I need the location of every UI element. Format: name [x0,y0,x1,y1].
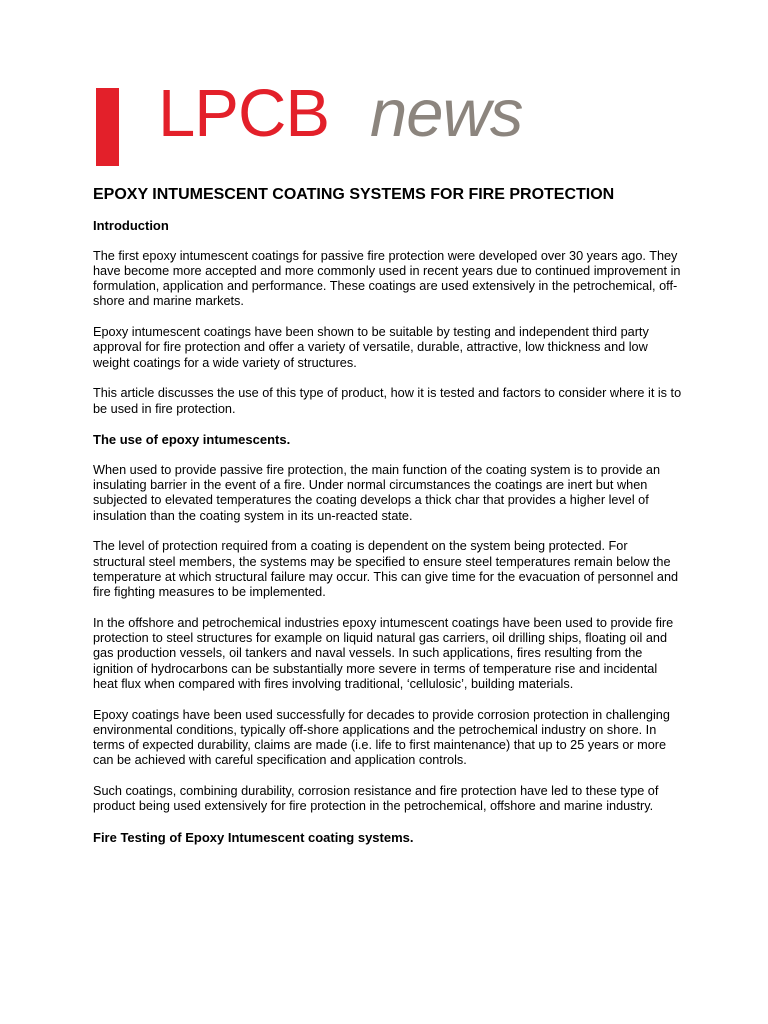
paragraph-use-4: Epoxy coatings have been used successfully for decades to provide corrosion protection in challenging environmental conditions, typically off-shore applications and the petrochemical industry on shore. In terms of expected durability, claims are made (i.e. life to first maintenance) that up to 25 years or more can be achieved with careful specification and application controls. [93,707,670,768]
paragraph-intro-1: The first epoxy intumescent coatings for passive fire protection were developed over 30 years ago. They have become more accepted and more commonly used in recent years due to continued improvement in formulation, application and performance. These coatings are used extensively in the petrochemical, off-shore and marine markets. [93,248,681,309]
paragraph-use-2: The level of protection required from a coating is dependent on the system being protected. For structural steel members, the systems may be specified to ensure steel temperatures remain below the temperature at which structural failure may occur. This can give time for the evacuation of personnel and fire fighting measures to be implemented. [93,539,679,600]
logo-lpcb: LPCB [158,76,330,151]
document-title: EPOXY INTUMESCENT COATING SYSTEMS FOR FIRE PROTECTION [93,186,615,203]
heading-fire-testing: Fire Testing of Epoxy Intumescent coating systems. [93,829,414,845]
brand-accent-bar [96,88,119,166]
logo-news: news [370,76,523,151]
paragraph-intro-3: This article discusses the use of this type of product, how it is tested and factors to consider where it is to be used in fire protection. [93,386,682,416]
paragraph-use-3: In the offshore and petrochemical industries epoxy intumescent coatings have been used to provide fire protection to steel structures for example on liquid natural gas carriers, oil drilling ships, floating oil and gas production vessels, oil tankers and naval vessels. In such applications, fires resulting from the ignition of hydrocarbons can be substantially more severe in terms of temperature rise and incidental heat flux when compared with fires involving traditional, ‘cellulosic’, building materials. [93,615,674,691]
paragraph-use-1: When used to provide passive fire protection, the main function of the coating system is to provide an insulating barrier in the event of a fire. Under normal circumstances the coatings are inert but when subjected to elevated temperatures the coating develops a thick char that provides a higher level of insulation than the coating system in its un-reacted state. [93,462,661,523]
heading-introduction: Introduction [93,218,169,233]
paragraph-use-5: Such coatings, combining durability, corrosion resistance and fire protection have led to these type of product being used extensively for fire protection in the petrochemical, offshore and marine industry. [93,783,659,814]
paragraph-intro-2: Epoxy intumescent coatings have been shown to be suitable by testing and independent third party approval for fire protection and offer a variety of versatile, durable, attractive, low thickness and low weight coatings for a wide variety of structures. [93,325,649,370]
heading-use-of-epoxy: The use of epoxy intumescents. [93,432,291,448]
article-body [93,185,683,845]
